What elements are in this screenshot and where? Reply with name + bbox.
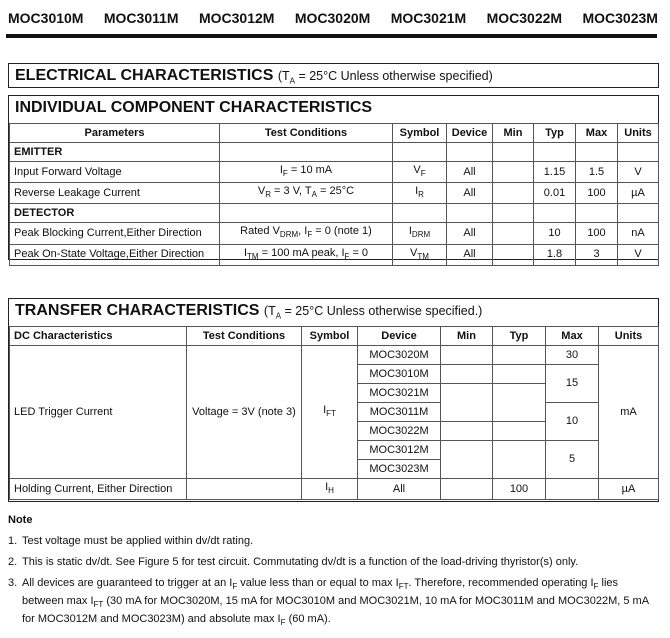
max-cell: 3 bbox=[576, 244, 618, 265]
col-header: Min bbox=[493, 124, 534, 143]
symbol-cell: $I_R$ bbox=[393, 183, 447, 204]
note-item: 3. All devices are guaranteed to trigger at an $I_F$ value less than or equal to $\max I_{FT}$. Therefore, recommended operating $I_F$ lies between $\max I_{FT}$ (30 mA for MOC3020M, 15 mA for MOC3010M and MOC3021M, 10 mA for MOC3011M and MOC3022M, 5 mA for MOC3012M and MOC3023M) and absolute $\max I_F$ (60 mA). bbox=[8, 577, 649, 628]
max-cell: 1.5 bbox=[576, 162, 618, 183]
individual-title: INDIVIDUAL COMPONENT CHARACTERISTICS bbox=[15, 99, 373, 116]
typ-cell: 0.01 bbox=[534, 183, 576, 204]
symbol-cell: $V_F$ bbox=[393, 162, 447, 183]
device-cell: MOC3022M bbox=[358, 422, 441, 441]
device-cell: All bbox=[358, 479, 441, 500]
symbol-cell: $V_{TM}$ bbox=[393, 244, 447, 265]
part-number: MOC3010M bbox=[8, 10, 84, 26]
units-cell: V bbox=[618, 244, 659, 265]
max-cell: 30 bbox=[546, 346, 599, 365]
col-header: Typ bbox=[493, 327, 546, 346]
part-number: MOC3012M bbox=[198, 10, 275, 26]
individual-component-table bbox=[9, 123, 659, 266]
param-cell: Input Forward Voltage bbox=[10, 162, 220, 183]
param-cell: Peak Blocking Current,Either Direction bbox=[10, 223, 220, 244]
individual-component-box bbox=[8, 95, 659, 260]
part-number: MOC3022M bbox=[486, 10, 563, 26]
transfer-table bbox=[9, 326, 659, 500]
transfer-title-text: TRANSFER CHARACTERISTICS bbox=[15, 302, 260, 319]
transfer-title bbox=[9, 299, 658, 326]
header-divider bbox=[6, 34, 657, 38]
table-row bbox=[10, 223, 659, 244]
table-row bbox=[10, 244, 659, 265]
col-header: Device bbox=[358, 327, 441, 346]
col-header: Parameters bbox=[10, 124, 220, 143]
electrical-condition: ($T_A = 25^\circ C$ Unless otherwise specified) bbox=[277, 69, 493, 86]
note-item: 1. Test voltage must be applied within dv/dt rating. bbox=[8, 535, 254, 547]
col-header: Symbol bbox=[302, 327, 358, 346]
device-cell: MOC3012M bbox=[358, 441, 441, 460]
part-number: MOC3021M bbox=[390, 10, 467, 26]
transfer-characteristics-box bbox=[8, 298, 659, 502]
condition-cell: $I_{TM} = 100$ mA peak, $I_F = 0$ bbox=[220, 244, 393, 265]
typ-cell: 1.15 bbox=[534, 162, 576, 183]
table-header-row bbox=[10, 327, 659, 346]
col-header: Min bbox=[441, 327, 493, 346]
device-cell: MOC3010M bbox=[358, 365, 441, 384]
col-header: Test Conditions bbox=[220, 124, 393, 143]
max-cell: 15 bbox=[546, 365, 599, 403]
col-header: Units bbox=[618, 124, 659, 143]
max-cell: 100 bbox=[576, 223, 618, 244]
symbol-cell: $I_{DRM}$ bbox=[393, 223, 447, 244]
col-header: DC Characteristics bbox=[10, 327, 187, 346]
table-header-row bbox=[10, 124, 659, 143]
max-cell: 10 bbox=[546, 403, 599, 441]
device-cell: All bbox=[447, 183, 493, 204]
electrical-title-text: ELECTRICAL CHARACTERISTICS bbox=[15, 67, 274, 84]
condition-cell: $I_F = 10$ mA bbox=[220, 162, 393, 183]
notes-section bbox=[8, 513, 660, 638]
note-item: 2. This is static dv/dt. See Figure 5 for test circuit. Commutating dv/dt is a function of the load-driving thyristor(s) only. bbox=[8, 556, 579, 568]
electrical-characteristics-box bbox=[8, 63, 659, 88]
col-header: Symbol bbox=[393, 124, 447, 143]
col-header: Units bbox=[599, 327, 659, 346]
min-cell bbox=[493, 223, 534, 244]
units-cell: µA bbox=[599, 479, 659, 500]
part-number: MOC3023M bbox=[582, 10, 658, 26]
units-cell: mA bbox=[599, 346, 659, 479]
max-cell: 100 bbox=[576, 183, 618, 204]
group-label: EMITTER bbox=[10, 143, 220, 162]
table-row bbox=[10, 479, 659, 500]
group-label: DETECTOR bbox=[10, 204, 220, 223]
col-header: Device bbox=[447, 124, 493, 143]
units-cell: nA bbox=[618, 223, 659, 244]
table-row bbox=[10, 162, 659, 183]
units-cell: µA bbox=[618, 183, 659, 204]
device-cell: All bbox=[447, 244, 493, 265]
condition-cell: Voltage = 3V (note 3) bbox=[187, 346, 302, 479]
min-cell bbox=[493, 162, 534, 183]
condition-cell: $V_R = 3$ V, $T_A = 25^\circ C$ bbox=[220, 183, 393, 204]
min-cell bbox=[493, 244, 534, 265]
typ-cell: 100 bbox=[493, 479, 546, 500]
table-row bbox=[10, 183, 659, 204]
table-row bbox=[10, 346, 659, 365]
device-cell: MOC3023M bbox=[358, 460, 441, 479]
param-cell: Reverse Leakage Current bbox=[10, 183, 220, 204]
group-row-emitter bbox=[10, 143, 659, 162]
part-number-header bbox=[8, 10, 658, 30]
transfer-condition: ($T_A = 25^\circ C$ Unless otherwise specified.) bbox=[263, 304, 483, 321]
device-cell: MOC3021M bbox=[358, 384, 441, 403]
param-cell: Holding Current, Either Direction bbox=[10, 479, 187, 500]
typ-cell: 1.8 bbox=[534, 244, 576, 265]
max-cell: 5 bbox=[546, 441, 599, 479]
condition-cell: Rated $V_{DRM}$, $I_F = 0$ (note 1) bbox=[220, 223, 393, 244]
electrical-title bbox=[9, 64, 658, 94]
device-cell: MOC3020M bbox=[358, 346, 441, 365]
typ-cell: 10 bbox=[534, 223, 576, 244]
param-cell: Peak On-State Voltage,Either Direction bbox=[10, 244, 220, 265]
units-cell: V bbox=[618, 162, 659, 183]
param-cell: LED Trigger Current bbox=[10, 346, 187, 479]
device-cell: All bbox=[447, 162, 493, 183]
symbol-cell: $I_H$ bbox=[302, 479, 358, 500]
min-cell bbox=[493, 183, 534, 204]
symbol-cell: $I_{FT}$ bbox=[302, 346, 358, 479]
device-cell: MOC3011M bbox=[358, 403, 441, 422]
part-number: MOC3020M bbox=[294, 10, 371, 26]
col-header: Test Conditions bbox=[187, 327, 302, 346]
col-header: Max bbox=[546, 327, 599, 346]
group-row-detector bbox=[10, 204, 659, 223]
col-header: Max bbox=[576, 124, 618, 143]
device-cell: All bbox=[447, 223, 493, 244]
col-header: Typ bbox=[534, 124, 576, 143]
part-number: MOC3011M bbox=[103, 10, 179, 26]
notes-title: Note bbox=[8, 514, 33, 526]
